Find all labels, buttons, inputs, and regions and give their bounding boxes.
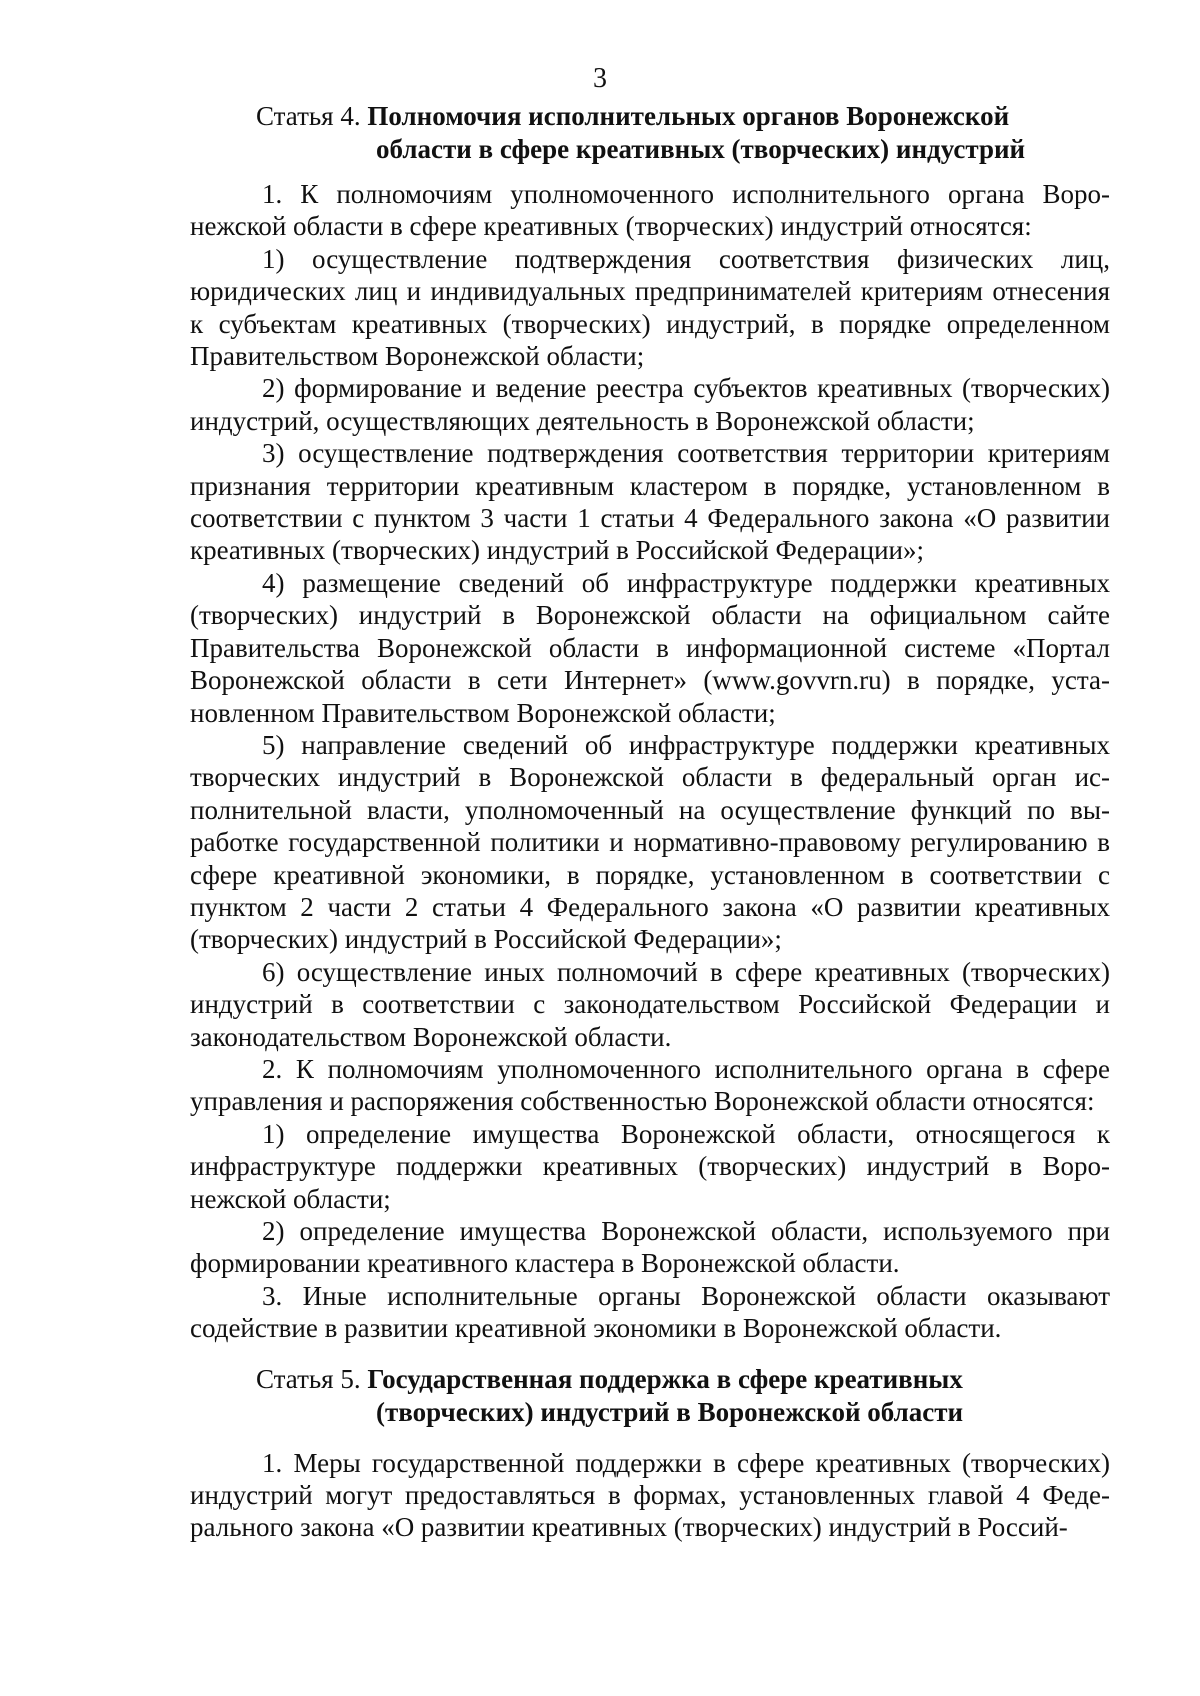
article-4-paragraph: 1) осуществление подтверждения соответствия физических лиц, юридических лиц и индивидуальных предпринимателей критериям отнесения к субъектам креативных (творческих) индустрий, в порядке определенном Правительством Воронежской области; — [190, 243, 1110, 372]
document-body — [190, 100, 1110, 1544]
page-number: 3 — [593, 63, 607, 94]
article-4-paragraph: 3) осуществление подтверждения соответствия территории критериям признания территории креативным кластером в порядке, установленном в соответствии с пунктом 3 части 1 статьи 4 Федерального закона «О развитии креативных (творческих) индустрий в Российской Федерации»; — [190, 438, 1110, 566]
article-5-paragraph: 1. Меры государственной поддержки в сфере креативных (творческих) индустрий могут предоставляться в формах, установленных главой 4 Федерального закона «О развитии креативных (творческих) индустрий в Россий- — [190, 1447, 1110, 1543]
article-4-paragraph: 2) формирование и ведение реестра субъектов креативных (творческих) индустрий, осуществляющих деятельность в Воронежской области; — [190, 373, 1110, 436]
article-5-title-part2: (творческих) индустрий в Воронежской области — [376, 1396, 964, 1427]
article-5-prefix: Статья 5. — [256, 1363, 361, 1394]
article-4-prefix: Статья 4. — [256, 101, 361, 131]
article-4-paragraph: 2) определение имущества Воронежской области, используемого при формировании креативного кластера в Воронежской области. — [190, 1216, 1110, 1279]
article-4-paragraph: 2. К полномочиям уполномоченного исполнительного органа в сфере управления и распоряжения собственностью Воронежской области относятся: — [190, 1053, 1110, 1117]
article-5-heading-line1 — [190, 1363, 1110, 1396]
article-4-title-part2: области в сфере креативных (творческих) индустрий — [376, 134, 1026, 164]
article-4-paragraph: 1) определение имущества Воронежской области, относящегося к инфраструктуре поддержки креативных (творческих) индустрий в Воронежской области; — [190, 1118, 1110, 1214]
article-4-paragraph: 6) осуществление иных полномочий в сфере креативных (творческих) индустрий в соответствии с законодательством Российской Федерации и законодательством Воронежской области. — [190, 956, 1110, 1052]
article-5-title-part1: Государственная поддержка в сфере креативных — [367, 1363, 963, 1394]
article-4-paragraph: 3. Иные исполнительные органы Воронежской области оказывают содействие в развитии креативной экономики в Воронежской области. — [190, 1280, 1110, 1344]
article-4-heading — [190, 100, 1110, 166]
article-5-heading — [190, 1363, 1110, 1429]
article-4-heading-line1 — [190, 100, 1110, 133]
article-4-paragraph: 1. К полномочиям уполномоченного исполнительного органа Воронежской области в сфере креативных (творческих) индустрий относятся: — [190, 179, 1110, 242]
article-4-paragraph: 4) размещение сведений об инфраструктуре поддержки креативных (творческих) индустрий в Воронежской области на официальном сайте Правительства Воронежской области в информационной системе «Портал Воронежской области в сети Интернет» (www.govvrn.ru) в порядке, установленном Правительством Воронежской области; — [190, 567, 1110, 728]
article-4-paragraph: 5) направление сведений об инфраструктуре поддержки креативных творческих индустрий в Воронежской области в федеральный орган исполнительной власти, уполномоченный на осуществление функций по выработке государственной политики и нормативно-правовому регулированию в сфере креативной экономики, в порядке, установленном в соответствии с пунктом 2 части 2 статьи 4 Федерального закона «О развитии креативных (творческих) индустрий в Российской Федерации»; — [190, 729, 1110, 955]
article-4-title-part1: Полномочия исполнительных органов Воронежской — [367, 101, 1010, 131]
